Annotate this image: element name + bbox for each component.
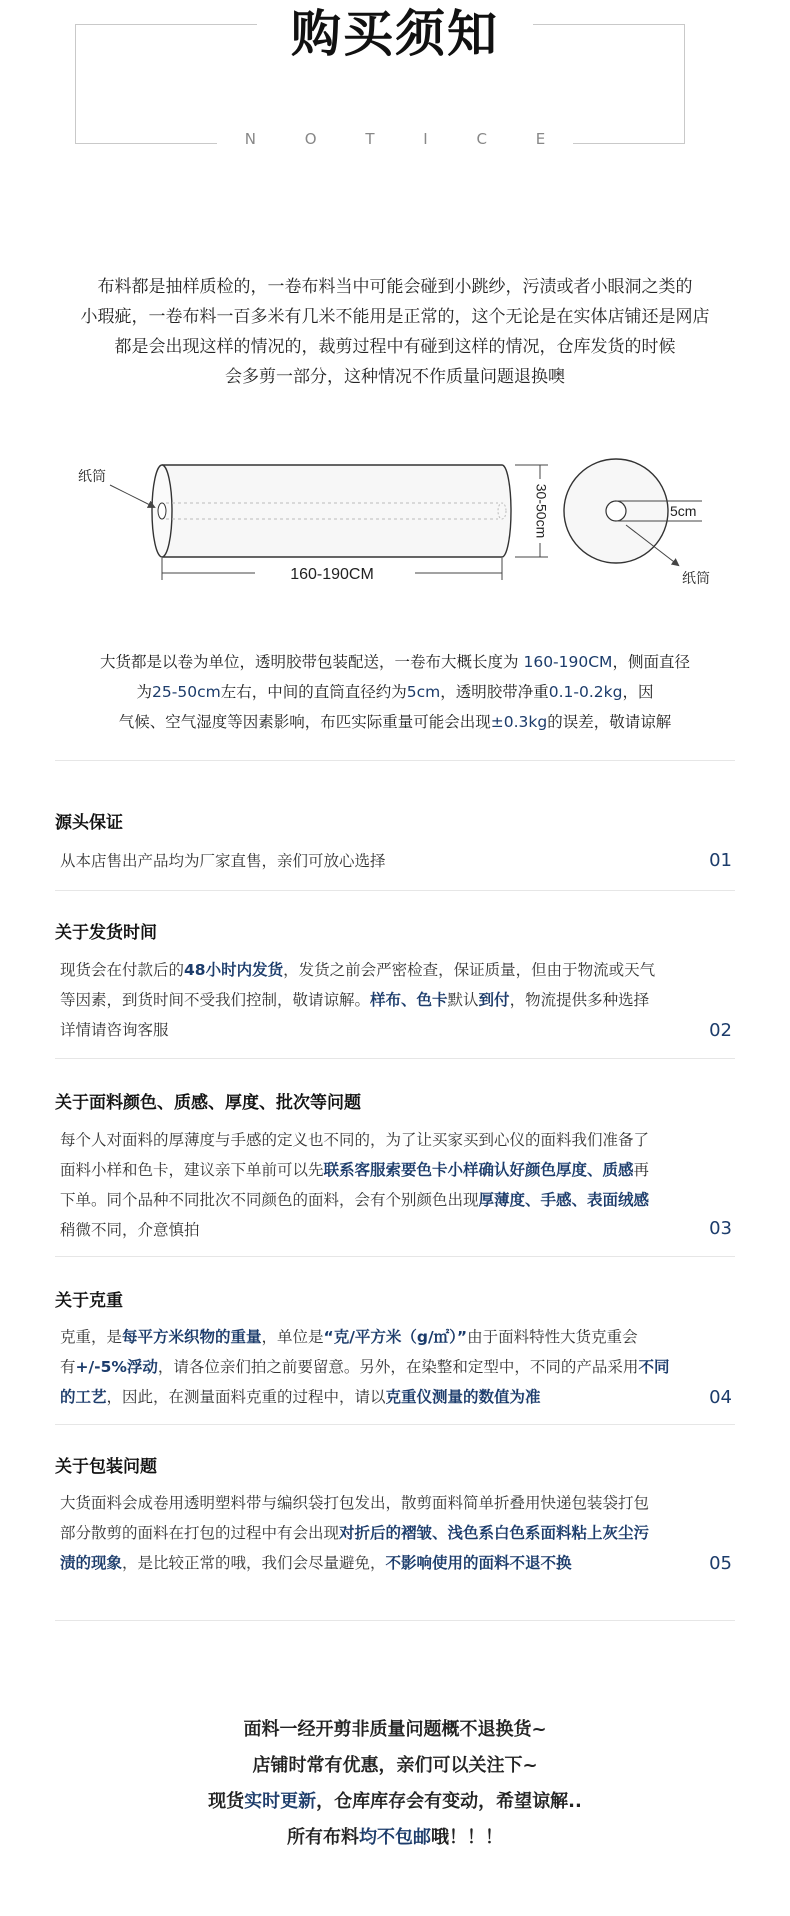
section-title: 关于发货时间 bbox=[55, 923, 157, 943]
diameter-label: 30-50cm bbox=[533, 483, 550, 539]
section-number: 01 bbox=[709, 850, 732, 871]
roll-spec-caption: 大货都是以卷为单位，透明胶带包装配送，一卷布大概长度为 160-190CM，侧面直径 为25-50cm左右，中间的直筒直径约为5cm，透明胶带净重0.1-0.2kg，因 气候、空气湿度等因素影响，布匹实际重量可能会出现±0.3kg的误差，敬请谅解 bbox=[100, 653, 690, 731]
divider bbox=[55, 1620, 735, 1621]
section-title: 源头保证 bbox=[55, 813, 123, 833]
length-label: 160-190CM bbox=[290, 566, 374, 583]
closing-notice bbox=[0, 1712, 790, 1856]
roll-side-view bbox=[152, 465, 511, 557]
section-title: 关于克重 bbox=[55, 1291, 123, 1311]
divider bbox=[55, 1256, 735, 1257]
intro-line: 都是会出现这样的情况的，裁剪过程中有碰到这样的情况，仓库发货的时候 bbox=[114, 337, 676, 357]
section-title: 关于包装问题 bbox=[55, 1457, 157, 1477]
section-body: 每个人对面料的厚薄度与手感的定义也不同的，为了让买家买到心仪的面料我们准备了 面料小样和色卡，建议亲下单前可以先联系客服索要色卡小样确认好颜色厚度、质感再 下单。同个品种不同批次不同颜色的面料，会有个别颜色出现厚薄度、手感、表面绒感 稍微不同，介意慎拍 bbox=[60, 1131, 650, 1239]
divider bbox=[55, 1424, 735, 1425]
core-diameter-label: 5cm bbox=[670, 503, 697, 519]
section-number: 02 bbox=[709, 1020, 732, 1041]
page-title: 购买须知 bbox=[0, 2, 790, 66]
tube-label-right: 纸筒 bbox=[682, 570, 710, 586]
intro-line: 布料都是抽样质检的，一卷布料当中可能会碰到小跳纱，污渍或者小眼洞之类的 bbox=[97, 277, 693, 297]
section-number: 04 bbox=[709, 1387, 732, 1408]
closing-line: 店铺时常有优惠，亲们可以关注下~ bbox=[252, 1755, 538, 1776]
section-body: 克重，是每平方米织物的重量，单位是“克/平方米（g/㎡）”由于面料特性大货克重会 有+/-5%浮动，请各位亲们拍之前要留意。另外，在染整和定型中，不同的产品采用不同 的工艺，因此，在测量面料克重的过程中，请以克重仪测量的数值为准 bbox=[60, 1328, 670, 1406]
divider bbox=[55, 1058, 735, 1059]
section-body: 从本店售出产品均为厂家直售，亲们可放心选择 bbox=[60, 852, 386, 870]
intro-line: 小瑕疵，一卷布料一百多米有几米不能用是正常的，这个无论是在实体店铺还是网店 bbox=[80, 307, 710, 327]
section-body: 大货面料会成卷用透明塑料带与编织袋打包发出，散剪面料简单折叠用快递包装袋打包 部分散剪的面料在打包的过程中有会出现对折后的褶皱、浅色系白色系面料粘上灰尘污 渍的现象，是比较正常的哦，我们会尽量避免，不影响使用的面料不退不换 bbox=[60, 1494, 650, 1572]
page-subtitle: N O T I C E bbox=[0, 130, 790, 148]
tube-label-left: 纸筒 bbox=[78, 468, 106, 484]
section-body: 现货会在付款后的48小时内发货，发货之前会严密检查，保证质量，但由于物流或天气 等因素，到货时间不受我们控制，敬请谅解。样布、色卡默认到付，物流提供多种选择 详情请咨询客服 bbox=[60, 961, 656, 1039]
fabric-roll-diagram bbox=[70, 445, 720, 595]
intro-paragraph bbox=[55, 272, 735, 392]
section-number: 03 bbox=[709, 1218, 732, 1239]
intro-line: 会多剪一部分，这种情况不作质量问题退换噢 bbox=[225, 367, 565, 387]
closing-line: 现货实时更新，仓库库存会有变动，希望谅解.. bbox=[208, 1791, 582, 1812]
section-title: 关于面料颜色、质感、厚度、批次等问题 bbox=[55, 1093, 361, 1113]
closing-line: 所有布料均不包邮哦！！！ bbox=[287, 1827, 503, 1848]
section-number: 05 bbox=[709, 1553, 732, 1574]
divider bbox=[55, 890, 735, 891]
closing-line: 面料一经开剪非质量问题概不退换货~ bbox=[243, 1719, 547, 1740]
divider bbox=[55, 760, 735, 761]
